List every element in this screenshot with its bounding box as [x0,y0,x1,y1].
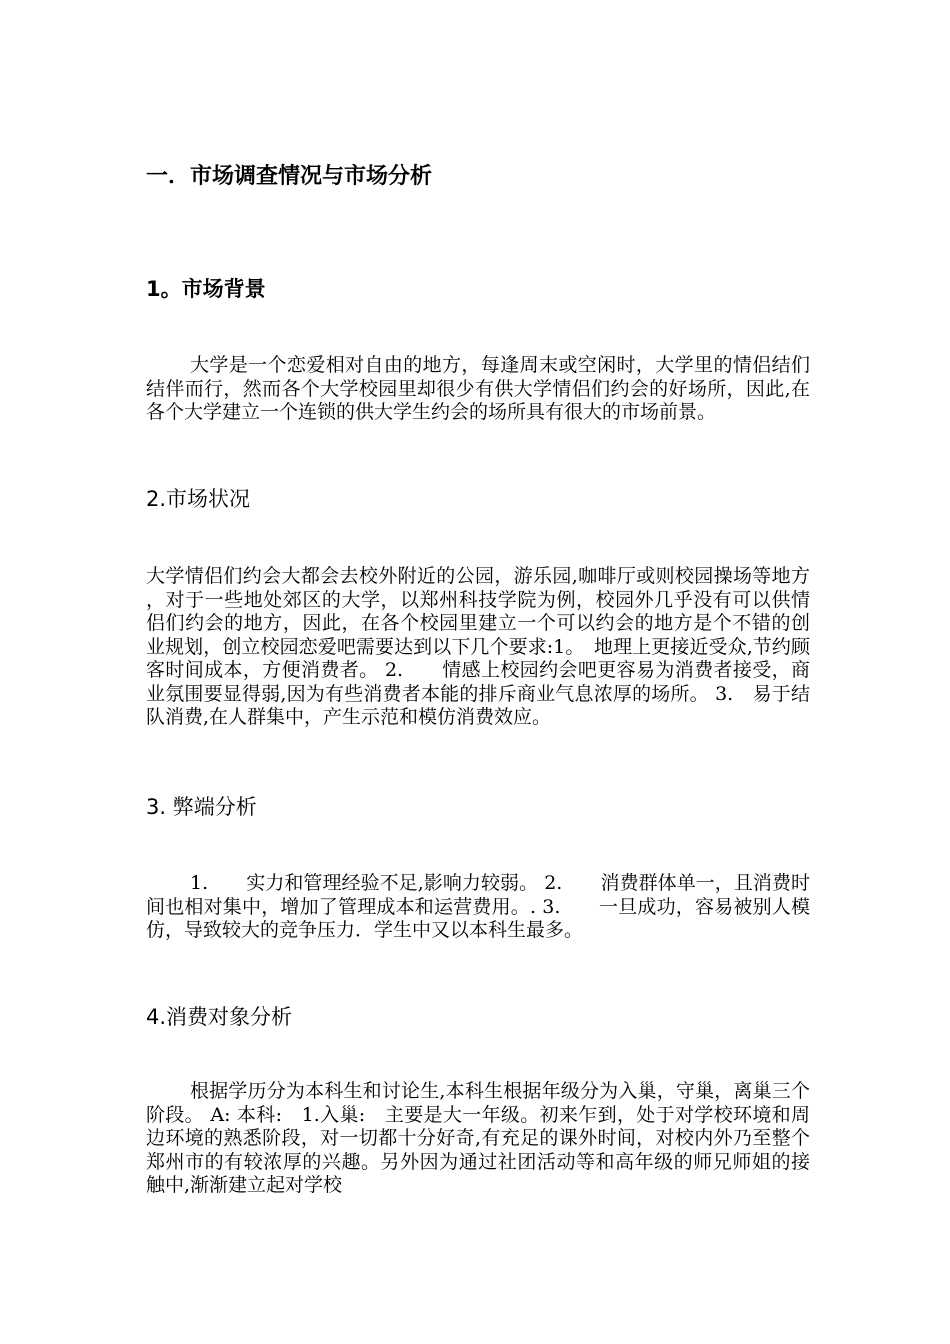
section-body-consumer-analysis: 根据学历分为本科生和讨论生,本科生根据年级分为入巢，守巢，离巢三个阶段。 A: 本科: 1.入巢: 主要是大一年级。初来乍到，处于对学校环境和周边环境的熟悉阶段，对一切都十分好奇,有充足的课外时间，对校内外乃至整个郑州市的有较浓厚的兴趣。另外因为通过社团活动等和高年级的师兄师姐的接触中,渐渐建立起对学校 [146,1080,810,1196]
section-heading-market-status: 2.市场状况 [146,487,251,511]
document-title: 一．市场调查情况与市场分析 [146,164,433,189]
section-body-market-background: 大学是一个恋爱相对自由的地方，每逢周末或空闲时，大学里的情侣结们结伴而行，然而各个大学校园里却很少有供大学情侣们约会的好场所，因此,在各个大学建立一个连锁的供大学生约会的场所具有很大的市场前景。 [146,354,810,423]
section-body-drawbacks: 1. 实力和管理经验不足,影响力较弱。 2. 消费群体单一，且消费时间也相对集中，增加了管理成本和运营费用。. 3. 一旦成功，容易被别人模仿，导致较大的竞争压力．学生中又以本科生最多。 [146,872,810,941]
section-heading-consumer-analysis: 4.消费对象分析 [146,1005,293,1029]
section-heading-market-background: 1。市场背景 [146,277,266,301]
section-heading-drawbacks: 3. 弊端分析 [146,795,257,819]
section-body-market-status: 大学情侣们约会大都会去校外附近的公园，游乐园,咖啡厅或则校园操场等地方，对于一些地处郊区的大学，以郑州科技学院为例，校园外几乎没有可以供情侣们约会的地方，因此，在各个校园里建立一个可以约会的地方是个不错的创业规划，创立校园恋爱吧需要达到以下几个要求:1。 地理上更接近受众,节约顾客时间成本，方便消费者。 2. 情感上校园约会吧更容易为消费者接受，商业氛围要显得弱,因为有些消费者本能的排斥商业气息浓厚的场所。 3. 易于结队消费,在人群集中，产生示范和模仿消费效应。 [146,565,810,728]
